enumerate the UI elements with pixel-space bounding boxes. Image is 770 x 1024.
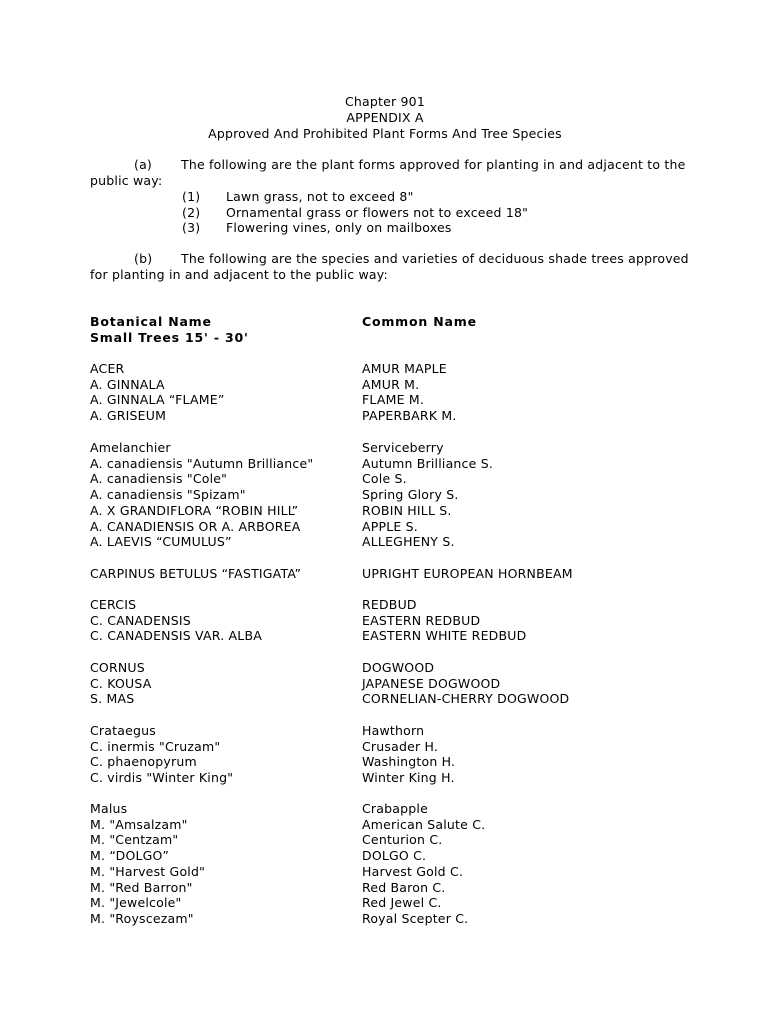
para-b-marker: (b) <box>134 251 153 266</box>
common-name: Hawthorn <box>362 723 425 738</box>
botanical-name: M. "Harvest Gold" <box>90 863 206 879</box>
table-row <box>90 519 690 535</box>
botanical-name: CARPINUS BETULUS “FASTIGATA” <box>90 566 302 581</box>
table-row <box>90 440 690 456</box>
botanical-name: M. "Centzam" <box>90 832 179 848</box>
table-row <box>90 754 690 770</box>
botanical-name-heading: Botanical Name <box>90 314 212 329</box>
chapter-heading: Chapter 901 <box>344 94 425 109</box>
table-row <box>90 770 690 786</box>
botanical-name: A. GRISEUM <box>90 408 167 424</box>
botanical-name: Amelanchier <box>90 440 171 455</box>
table-row <box>90 895 690 911</box>
common-name: Spring Glory S. <box>362 487 459 503</box>
common-name: AMUR M. <box>362 376 420 392</box>
common-name: Crabapple <box>362 801 428 816</box>
common-name: Cole S. <box>362 471 407 487</box>
document-title: Approved And Prohibited Plant Forms And Tree Species <box>208 126 562 141</box>
table-row <box>90 628 690 644</box>
para-a-line2: public way: <box>90 173 163 188</box>
para-b-line2: for planting in and adjacent to the public way: <box>90 267 388 282</box>
common-name: Crusader H. <box>362 738 439 754</box>
botanical-name: CORNUS <box>90 660 145 675</box>
common-name: REDBUD <box>362 597 417 612</box>
botanical-name: C. virdis "Winter King" <box>90 770 234 786</box>
botanical-name: A. canadiensis "Spizam" <box>90 487 246 503</box>
table-row <box>90 503 690 519</box>
common-name: APPLE S. <box>362 518 418 534</box>
common-name: UPRIGHT EUROPEAN HORNBEAM <box>362 566 573 581</box>
list-item-number: (1) <box>182 189 201 204</box>
table-row <box>90 487 690 503</box>
common-name: Autumn Brilliance S. <box>362 455 494 471</box>
botanical-name: M. "Royscezam" <box>90 910 194 926</box>
table-row <box>90 864 690 880</box>
common-name: American Salute C. <box>362 816 486 832</box>
common-name: Centurion C. <box>362 832 443 848</box>
botanical-name: M. "Jewelcole" <box>90 895 182 911</box>
botanical-name: A. X GRANDIFLORA “ROBIN HILL” <box>90 502 299 518</box>
common-name: Red Jewel C. <box>362 895 442 911</box>
table-row <box>90 392 690 408</box>
botanical-name: Malus <box>90 801 128 816</box>
table-row <box>90 880 690 896</box>
para-a-marker: (a) <box>134 157 153 172</box>
list-item-text: Ornamental grass or flowers not to exceed 18" <box>226 205 529 220</box>
botanical-name: A. GINNALA “FLAME” <box>90 392 225 408</box>
table-row <box>90 361 690 377</box>
botanical-name: Crataegus <box>90 723 156 738</box>
table-row <box>90 676 690 692</box>
table-row <box>90 377 690 393</box>
common-name: Royal Scepter C. <box>362 910 469 926</box>
common-name: Red Baron C. <box>362 879 446 895</box>
table-row <box>90 801 690 817</box>
common-name: EASTERN WHITE REDBUD <box>362 628 527 644</box>
common-name: DOGWOOD <box>362 660 435 675</box>
table-row <box>90 817 690 833</box>
botanical-name: C. CANADENSIS VAR. ALBA <box>90 628 262 644</box>
botanical-name: A. CANADIENSIS OR A. ARBOREA <box>90 518 301 534</box>
table-row <box>90 739 690 755</box>
section-heading: Small Trees 15' - 30' <box>90 330 249 345</box>
common-name: Washington H. <box>362 754 456 770</box>
common-name: FLAME M. <box>362 392 425 408</box>
botanical-name: M. "Amsalzam" <box>90 816 188 832</box>
common-name: PAPERBARK M. <box>362 408 457 424</box>
table-row <box>90 471 690 487</box>
botanical-name: CERCIS <box>90 597 137 612</box>
table-row <box>90 534 690 550</box>
common-name: ALLEGHENY S. <box>362 534 455 550</box>
common-name: Serviceberry <box>362 440 444 455</box>
table-row <box>90 911 690 927</box>
table-row <box>90 660 690 676</box>
table-row <box>90 408 690 424</box>
table-row <box>90 566 690 582</box>
botanical-name: C. inermis "Cruzam" <box>90 738 221 754</box>
botanical-name: A. canadiensis "Cole" <box>90 471 228 487</box>
appendix-heading: APPENDIX A <box>346 110 424 125</box>
table-row <box>90 832 690 848</box>
list-item-number: (2) <box>182 205 201 220</box>
common-name: EASTERN REDBUD <box>362 612 481 628</box>
table-row <box>90 597 690 613</box>
botanical-name: A. canadiensis "Autumn Brilliance" <box>90 455 314 471</box>
table-row <box>90 723 690 739</box>
common-name: CORNELIAN-CHERRY DOGWOOD <box>362 691 570 707</box>
botanical-name: S. MAS <box>90 691 135 707</box>
botanical-name: C. CANADENSIS <box>90 612 191 628</box>
botanical-name: A. GINNALA <box>90 376 165 392</box>
para-b-line1: The following are the species and varieties of deciduous shade trees approved <box>181 251 689 266</box>
table-row <box>90 613 690 629</box>
list-item-text: Lawn grass, not to exceed 8" <box>226 189 414 204</box>
common-name: Harvest Gold C. <box>362 863 464 879</box>
common-name: ROBIN HILL S. <box>362 502 452 518</box>
botanical-name: C. KOUSA <box>90 675 152 691</box>
table-row <box>90 456 690 472</box>
botanical-name: M. "Red Barron" <box>90 879 193 895</box>
common-name: Winter King H. <box>362 770 455 786</box>
common-name: JAPANESE DOGWOOD <box>362 675 501 691</box>
common-name: DOLGO C. <box>362 848 427 864</box>
botanical-name: ACER <box>90 361 125 376</box>
botanical-name: C. phaenopyrum <box>90 754 197 770</box>
table-row <box>90 848 690 864</box>
common-name: AMUR MAPLE <box>362 361 447 376</box>
list-item-number: (3) <box>182 220 201 235</box>
table-row <box>90 691 690 707</box>
para-a-line1: The following are the plant forms approved for planting in and adjacent to the <box>181 157 686 172</box>
botanical-name: A. LAEVIS “CUMULUS” <box>90 534 232 550</box>
common-name-heading: Common Name <box>362 314 477 329</box>
botanical-name: M. “DOLGO” <box>90 848 170 864</box>
list-item-text: Flowering vines, only on mailboxes <box>226 220 452 235</box>
